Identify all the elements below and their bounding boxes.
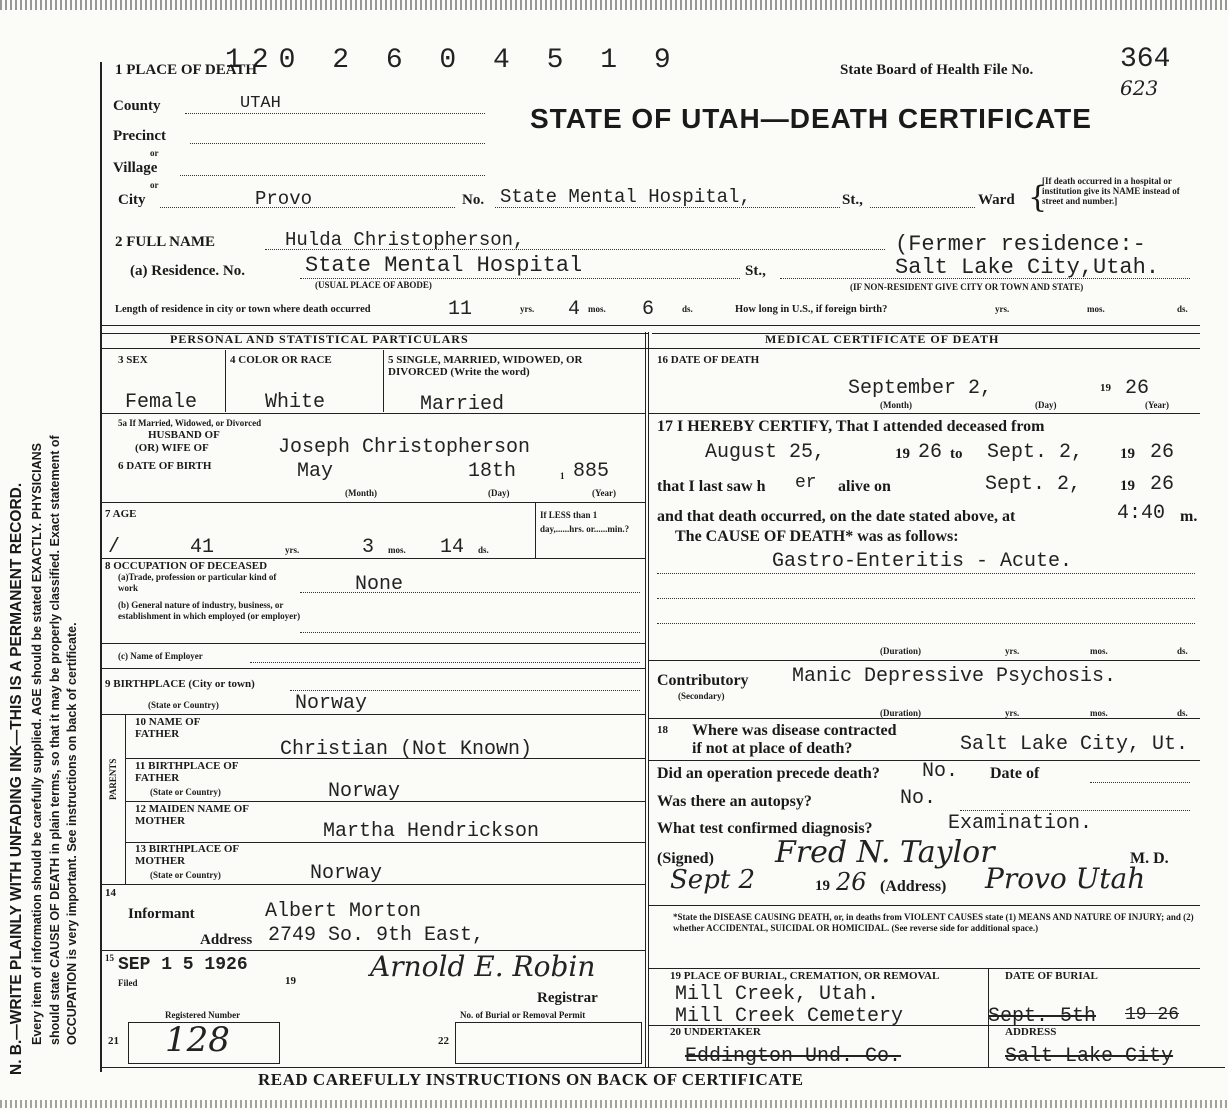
father-birthplace-label: 11 BIRTHPLACE OF FATHER — [135, 760, 239, 784]
sex-value: Female — [125, 391, 198, 414]
informant-address-label: Address — [200, 932, 253, 948]
date-burial-year: 19 26 — [1125, 1005, 1180, 1025]
ward-note: [If death occurred in a hospital or institution give its NAME instead of street and number.] — [1042, 176, 1180, 206]
ward-label: Ward — [978, 192, 1015, 208]
sign-19: 19 — [815, 878, 830, 894]
state-label: (State or Country) — [150, 870, 221, 880]
state-label: (State or Country) — [148, 700, 219, 710]
last-saw-year: 26 — [1150, 473, 1175, 496]
certificate-number: 120 2 6 0 4 5 1 9 — [225, 45, 681, 76]
employer-line — [250, 662, 640, 663]
age-mos: 3 — [362, 536, 375, 559]
duration-label: (Duration) — [880, 646, 921, 656]
test-value: Examination. — [948, 812, 1093, 835]
mother-value: Martha Hendrickson — [323, 820, 540, 843]
city-label: City — [118, 192, 146, 208]
mother-label: 12 MAIDEN NAME OF MOTHER — [135, 803, 249, 827]
sex-label: 3 SEX — [118, 354, 148, 366]
operation-label: Did an operation precede death? — [657, 765, 880, 782]
time-unit: m. — [1180, 508, 1198, 525]
duration-yrs: yrs. — [1005, 646, 1020, 656]
or-label: or — [150, 180, 159, 190]
file-no: 364 — [1120, 44, 1171, 75]
certify-label: 17 I HEREBY CERTIFY, That I attended deceased from — [657, 418, 1045, 435]
st-label: St., — [842, 192, 863, 208]
precinct-label: Precinct — [113, 128, 167, 144]
us-mos-label: mos. — [1087, 304, 1105, 314]
length-yrs: 11 — [448, 298, 473, 321]
mother-birthplace-label: 13 BIRTHPLACE OF MOTHER — [135, 843, 239, 867]
item-22: 22 — [438, 1035, 449, 1047]
husband-label-c: (OR) WIFE OF — [135, 442, 209, 454]
item-21: 21 — [108, 1035, 119, 1047]
last-saw-her: er — [795, 473, 817, 493]
duration-label: (Duration) — [880, 708, 921, 718]
row-line — [125, 758, 645, 759]
occupation-b-label: (b) General nature of industry, business, or establishment in which employed (or employer) — [118, 600, 301, 621]
where-contracted-label-2: if not at place of death? — [692, 740, 853, 757]
father-birthplace-value: Norway — [328, 780, 401, 803]
filed-stamp: SEP 1 5 1926 — [118, 955, 248, 975]
sex-race-divider — [225, 350, 226, 412]
duration-mos: mos. — [1090, 646, 1108, 656]
row-line — [125, 801, 645, 802]
informant-address-value: 2749 So. 9th East, — [268, 924, 485, 947]
row-line — [648, 905, 1200, 906]
res-st-label: St., — [745, 263, 766, 279]
hospital-value: State Mental Hospital, — [500, 186, 751, 208]
contributory-value: Manic Depressive Psychosis. — [792, 665, 1117, 688]
full-name-value: Hulda Christopherson, — [285, 229, 525, 251]
age-ds: 14 — [440, 536, 465, 559]
employer-label: (c) Name of Employer — [118, 651, 203, 661]
race-label: 4 COLOR OR RACE — [230, 354, 332, 366]
parents-label: PARENTS — [108, 758, 118, 800]
scan-edge — [0, 0, 1228, 10]
length-ds: 6 — [642, 298, 655, 321]
father-label: 10 NAME OF FATHER — [135, 716, 200, 740]
husband-label-b: HUSBAND OF — [148, 429, 220, 441]
age-less-divider — [535, 503, 536, 558]
former-residence-value: (Fermer residence:- — [895, 232, 1146, 257]
duration-yrs: yrs. — [1005, 708, 1020, 718]
row-line — [648, 660, 1200, 661]
last-saw-label: that I last saw h — [657, 478, 766, 495]
contributory-label: Contributory — [657, 672, 749, 689]
burial-permit-label: No. of Burial or Removal Permit — [460, 1010, 586, 1020]
state-label: (State or Country) — [150, 787, 221, 797]
dob-year: 885 — [573, 460, 610, 483]
autopsy-value: No. — [900, 787, 937, 810]
row-line — [100, 884, 645, 885]
left-col-right-edge — [645, 332, 646, 1067]
footer-instructions: READ CAREFULLY INSTRUCTIONS ON BACK OF CERTIFICATE — [258, 1070, 804, 1089]
registrar-signature: Arnold E. Robin — [370, 950, 596, 983]
age-label: 7 AGE — [105, 508, 137, 520]
divider-main — [100, 325, 1200, 326]
date-of-label: Date of — [990, 765, 1040, 782]
side-note-line4: OCCUPATION is very important. See instructions on back of certificate. — [65, 622, 79, 1045]
burial-place-label: 19 PLACE OF BURIAL, CREMATION, OR REMOVAL — [670, 970, 940, 982]
birthplace-label: 9 BIRTHPLACE (City or town) — [105, 678, 255, 690]
date-burial-label: DATE OF BURIAL — [1005, 970, 1098, 982]
age-mos-caption: mos. — [388, 545, 406, 555]
dob-label: 6 DATE OF BIRTH — [118, 460, 212, 472]
informant-value: Albert Morton — [265, 900, 422, 923]
county-label: County — [113, 98, 161, 114]
parents-divider — [125, 715, 126, 885]
undertaker-address-value: Salt Lake City — [1005, 1045, 1174, 1068]
cause-line — [657, 598, 1195, 599]
side-note-line2: Every item of information should be carefully supplied. AGE should be stated EXACTLY. PHYSICIANS — [30, 443, 44, 1045]
mother-birthplace-value: Norway — [310, 862, 383, 885]
item-15: 15 — [105, 953, 114, 963]
cause-label: The CAUSE OF DEATH* was as follows: — [675, 528, 959, 545]
sign-year: 26 — [836, 868, 867, 896]
filed-19: 19 — [285, 975, 296, 987]
sign-date: Sept 2 — [670, 865, 756, 895]
row-line — [648, 718, 1200, 719]
village-line — [180, 175, 485, 176]
month-caption: (Month) — [880, 400, 912, 410]
village-label: Village — [113, 160, 158, 176]
ward-brace: { — [1028, 180, 1048, 215]
undertaker-label: 20 UNDERTAKER — [670, 1026, 761, 1038]
husband-label-a: 5a If Married, Widowed, or Divorced — [118, 418, 262, 428]
occupation-value: None — [355, 573, 404, 596]
full-name-label: 2 FULL NAME — [115, 234, 216, 250]
operation-value: No. — [922, 760, 959, 783]
birthplace-line — [290, 690, 640, 691]
or-label: or — [150, 148, 159, 158]
file-no-label: State Board of Health File No. — [840, 62, 1034, 78]
race-marital-divider — [383, 350, 384, 412]
cause-line — [657, 623, 1195, 624]
center-divider — [648, 332, 649, 1067]
us-yrs-label: yrs. — [995, 304, 1010, 314]
city-value: Provo — [255, 188, 313, 210]
attended-from: August 25, — [705, 441, 826, 464]
section-header-bottom — [100, 348, 1200, 349]
marital-value: Married — [420, 393, 505, 416]
occupation-line — [300, 632, 640, 633]
row-line — [648, 413, 1200, 414]
md-label: M. D. — [1130, 850, 1169, 867]
cause-value: Gastro-Enteritis - Acute. — [772, 550, 1073, 573]
date-of-death-year: 26 — [1125, 377, 1150, 400]
registrar-label: Registrar — [537, 990, 598, 1006]
row-line — [648, 968, 1200, 969]
dob-month: May — [297, 460, 334, 483]
residence-city-value: Salt Lake City,Utah. — [895, 255, 1160, 280]
row-line — [100, 413, 645, 414]
frame-left — [100, 62, 102, 1072]
where-contracted-label: Where was disease contracted — [692, 722, 897, 739]
attended-to-19: 19 — [1120, 446, 1135, 462]
husband-value: Joseph Christopherson — [278, 436, 531, 459]
residence-label: (a) Residence. No. — [130, 263, 245, 279]
row-line — [100, 558, 645, 559]
side-note-line1: N. B.—WRITE PLAINLY WITH UNFADING INK—THIS IS A PERMANENT RECORD. — [8, 482, 25, 1075]
mos-label: mos. — [588, 304, 606, 314]
row-line — [100, 502, 645, 503]
last-saw-19: 19 — [1120, 478, 1135, 494]
county-line — [185, 113, 485, 114]
year-caption: (Year) — [1145, 400, 1169, 410]
yrs-label: yrs. — [520, 304, 535, 314]
item-18: 18 — [657, 724, 668, 736]
autopsy-line — [960, 810, 1190, 811]
certificate-title: STATE OF UTAH—DEATH CERTIFICATE — [530, 103, 1092, 134]
age-check: / — [108, 536, 121, 559]
date-of-death-value: September 2, — [848, 377, 993, 400]
residence-note: (USUAL PLACE OF ABODE) — [315, 280, 432, 290]
test-label: What test confirmed diagnosis? — [657, 820, 873, 837]
physician-address-label: (Address) — [880, 878, 947, 895]
year-caption: (Year) — [592, 488, 616, 498]
scan-edge-bottom — [0, 1100, 1228, 1108]
date-burial-value: Sept. 5th — [988, 1005, 1097, 1028]
marital-label: 5 SINGLE, MARRIED, WIDOWED, OR DIVORCED (Write the word) — [388, 354, 583, 378]
occupation-a-label: (a)Trade, profession or particular kind of work — [118, 572, 277, 593]
undertaker-value: Eddington Und. Co. — [685, 1045, 902, 1068]
length-residence-label: Length of residence in city or town where death occurred — [115, 304, 371, 315]
secondary-label: (Secondary) — [678, 691, 725, 701]
medical-header: MEDICAL CERTIFICATE OF DEATH — [765, 332, 1000, 346]
date-of-death-label: 16 DATE OF DEATH — [657, 354, 760, 366]
side-note-line3: should state CAUSE OF DEATH in plain terms, so that it may be properly classified. Exact statement of — [48, 435, 62, 1045]
attended-to-year: 26 — [1150, 441, 1175, 464]
us-ds-label: ds. — [1177, 304, 1188, 314]
day-caption: (Day) — [488, 488, 510, 498]
registered-number-label: Registered Number — [165, 1010, 241, 1020]
date-of-death-19: 19 — [1100, 382, 1111, 394]
undertaker-address-label: ADDRESS — [1005, 1026, 1057, 1038]
race-value: White — [265, 391, 326, 414]
cause-footnote: *State the DISEASE CAUSING DEATH, or, in deaths from VIOLENT CAUSES state (1) MEANS AND NATURE OF INJURY; and (2) whether ACCIDENTAL, SUICIDAL OR HOMICIDAL. (See reverse side for additional space.) — [673, 912, 1194, 933]
st-line — [870, 207, 975, 208]
to-label: to — [950, 446, 963, 462]
residence-value: State Mental Hospital — [305, 253, 583, 278]
age-yrs: 41 — [190, 536, 215, 559]
length-mos: 4 — [568, 298, 581, 321]
month-caption: (Month) — [345, 488, 377, 498]
ds-label: ds. — [682, 304, 693, 314]
place-of-death-label: 1 PLACE OF DEATH — [115, 62, 258, 78]
age-yrs-caption: yrs. — [285, 545, 300, 555]
signed-label: (Signed) — [657, 850, 714, 867]
us-label: How long in U.S., if foreign birth? — [735, 304, 888, 315]
informant-label: Informant — [128, 906, 195, 922]
item-14: 14 — [105, 887, 116, 899]
cemetery-value: Mill Creek Cemetery — [675, 1005, 904, 1028]
dob-year-prefix: 1 — [560, 471, 565, 481]
row-line — [100, 714, 645, 715]
death-occurred-label: and that death occurred, on the date stated above, at — [657, 508, 1016, 525]
alive-on-label: alive on — [838, 478, 891, 495]
file-no-alt: 623 — [1120, 76, 1159, 100]
attended-to: Sept. 2, — [987, 441, 1084, 464]
row-line — [100, 643, 645, 644]
less-than-day-label: If LESS than 1 day,......hrs. or......min.? — [540, 510, 630, 534]
where-contracted-value: Salt Lake City, Ut. — [960, 733, 1189, 756]
occupation-line — [300, 592, 640, 593]
county-value: UTAH — [240, 94, 281, 113]
residence-line — [300, 278, 740, 279]
cause-line — [657, 573, 1195, 574]
no-label: No. — [462, 192, 485, 208]
day-caption: (Day) — [1035, 400, 1057, 410]
burial-place-value: Mill Creek, Utah. — [675, 983, 880, 1006]
last-saw-date: Sept. 2, — [985, 473, 1082, 496]
father-value: Christian (Not Known) — [280, 738, 533, 761]
precinct-line — [190, 143, 485, 144]
dob-day: 18th — [468, 460, 517, 483]
attended-from-19: 19 — [895, 446, 910, 462]
row-line — [100, 668, 645, 669]
duration-ds: ds. — [1177, 708, 1188, 718]
duration-ds: ds. — [1177, 646, 1188, 656]
age-ds-caption: ds. — [478, 545, 489, 555]
birthplace-value: Norway — [295, 692, 368, 715]
personal-header: PERSONAL AND STATISTICAL PARTICULARS — [170, 332, 469, 346]
occupation-label: 8 OCCUPATION OF DECEASED — [105, 560, 268, 572]
autopsy-label: Was there an autopsy? — [657, 793, 812, 810]
nonresident-note: (IF NON-RESIDENT GIVE CITY OR TOWN AND STATE) — [850, 282, 1084, 292]
death-time: 4:40 — [1117, 502, 1166, 525]
physician-address: Provo Utah — [985, 862, 1146, 895]
physician-signature: Fred N. Taylor — [775, 835, 995, 870]
attended-from-year: 26 — [918, 441, 943, 464]
duration-mos: mos. — [1090, 708, 1108, 718]
registered-number-value: 128 — [165, 1020, 230, 1060]
filed-label: Filed — [118, 978, 138, 988]
burial-permit-box — [455, 1022, 642, 1064]
date-of-line — [1090, 782, 1190, 783]
